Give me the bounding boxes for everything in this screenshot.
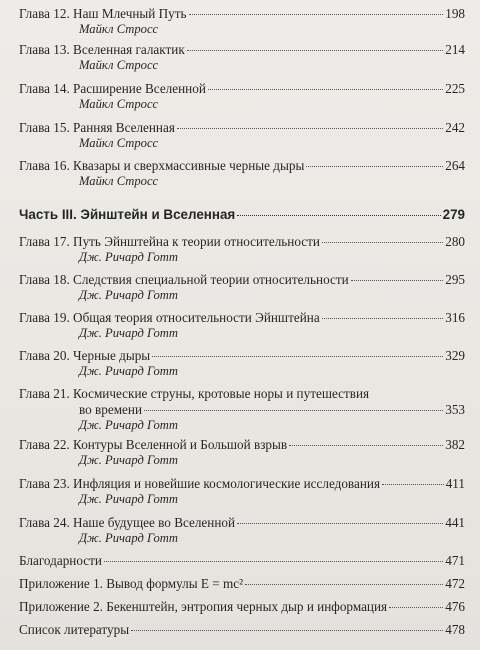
dot-leader bbox=[289, 445, 443, 446]
dot-leader bbox=[382, 484, 444, 485]
toc-entry-acknowledgements bbox=[19, 553, 465, 569]
toc-entry-chapter-23 bbox=[19, 476, 465, 507]
entry-page: 329 bbox=[445, 348, 465, 363]
entry-page: 214 bbox=[445, 42, 465, 57]
dot-leader bbox=[306, 166, 443, 167]
toc-entry-chapter-18 bbox=[19, 272, 465, 303]
dot-leader bbox=[237, 215, 440, 216]
entry-page: 353 bbox=[445, 402, 465, 417]
entry-title: Глава 18. Следствия специальной теории относительности bbox=[19, 272, 349, 287]
entry-title: Приложение 2. Бекенштейн, энтропия черных дыр и информация bbox=[19, 599, 388, 614]
entry-page: 411 bbox=[445, 476, 465, 491]
entry-page: 382 bbox=[445, 437, 465, 452]
entry-title: Глава 24. Наше будущее во Вселенной bbox=[19, 515, 236, 530]
toc-entry-chapter-13 bbox=[19, 42, 465, 73]
part-page: 279 bbox=[442, 207, 465, 222]
dot-leader bbox=[389, 607, 443, 608]
entry-page: 225 bbox=[445, 81, 465, 96]
entry-title-continuation: во времени bbox=[79, 402, 143, 417]
entry-author: Майкл Стросс bbox=[79, 22, 159, 36]
toc-entry-chapter-22 bbox=[19, 437, 465, 468]
entry-title: Глава 12. Наш Млечный Путь bbox=[19, 6, 187, 21]
entry-author: Дж. Ричард Готт bbox=[79, 250, 178, 264]
entry-title: Глава 21. Космические струны, кротовые норы и путешествия bbox=[19, 386, 370, 401]
toc-entry-chapter-12 bbox=[19, 6, 465, 37]
dot-leader bbox=[104, 561, 443, 562]
dot-leader bbox=[187, 50, 443, 51]
entry-page: 441 bbox=[445, 515, 465, 530]
entry-author: Дж. Ричард Готт bbox=[79, 364, 178, 378]
entry-title: Глава 17. Путь Эйнштейна к теории относительности bbox=[19, 234, 320, 249]
toc-entry-chapter-15 bbox=[19, 120, 465, 151]
entry-title: Глава 16. Квазары и сверхмассивные черные дыры bbox=[19, 158, 305, 173]
dot-leader bbox=[177, 128, 443, 129]
entry-title: Глава 15. Ранняя Вселенная bbox=[19, 120, 175, 135]
toc-entry-chapter-19 bbox=[19, 310, 465, 341]
entry-title: Список литературы bbox=[19, 622, 130, 637]
entry-author: Майкл Стросс bbox=[79, 136, 159, 150]
entry-page: 316 bbox=[445, 310, 465, 325]
entry-title: Глава 23. Инфляция и новейшие космологические исследования bbox=[19, 476, 381, 491]
entry-title: Приложение 1. Вывод формулы E = mc² bbox=[19, 576, 244, 591]
part-title: Часть III. Эйнштейн и Вселенная bbox=[19, 207, 236, 222]
entry-author: Дж. Ричард Готт bbox=[79, 418, 178, 432]
entry-page: 242 bbox=[445, 120, 465, 135]
entry-page: 295 bbox=[445, 272, 465, 287]
dot-leader bbox=[208, 89, 443, 90]
entry-title: Глава 14. Расширение Вселенной bbox=[19, 81, 206, 96]
toc-entry-bibliography bbox=[19, 622, 465, 638]
toc-entry-chapter-17 bbox=[19, 234, 465, 265]
entry-author: Дж. Ричард Готт bbox=[79, 492, 178, 506]
toc-entry-chapter-24 bbox=[19, 515, 465, 546]
entry-title: Глава 20. Черные дыры bbox=[19, 348, 151, 363]
entry-page: 264 bbox=[445, 158, 465, 173]
entry-page: 471 bbox=[445, 553, 465, 568]
entry-page: 476 bbox=[445, 599, 465, 614]
dot-leader bbox=[144, 410, 443, 411]
entry-title: Благодарности bbox=[19, 553, 102, 568]
toc-entry-chapter-20 bbox=[19, 348, 465, 379]
entry-author: Дж. Ричард Готт bbox=[79, 288, 178, 302]
entry-page: 472 bbox=[445, 576, 465, 591]
entry-title: Глава 19. Общая теория относительности Эйнштейна bbox=[19, 310, 320, 325]
dot-leader bbox=[152, 356, 443, 357]
toc-entry-appendix-1 bbox=[19, 576, 465, 592]
entry-author: Майкл Стросс bbox=[79, 58, 159, 72]
entry-page: 198 bbox=[445, 6, 465, 21]
entry-page: 478 bbox=[445, 622, 465, 637]
entry-author: Дж. Ричард Готт bbox=[79, 453, 178, 467]
dot-leader bbox=[131, 630, 443, 631]
entry-page: 280 bbox=[445, 234, 465, 249]
dot-leader bbox=[351, 280, 444, 281]
entry-title: Глава 13. Вселенная галактик bbox=[19, 42, 185, 57]
entry-title: Глава 22. Контуры Вселенной и Большой взрыв bbox=[19, 437, 288, 452]
toc-entry-appendix-2 bbox=[19, 599, 465, 615]
toc-entry-chapter-21 bbox=[19, 386, 465, 433]
dot-leader bbox=[237, 523, 443, 524]
entry-author: Дж. Ричард Готт bbox=[79, 531, 178, 545]
dot-leader bbox=[322, 318, 444, 319]
toc-entry-chapter-16 bbox=[19, 158, 465, 189]
entry-author: Майкл Стросс bbox=[79, 97, 159, 111]
dot-leader bbox=[245, 584, 443, 585]
dot-leader bbox=[322, 242, 443, 243]
toc-entry-chapter-14 bbox=[19, 81, 465, 112]
entry-author: Майкл Стросс bbox=[79, 174, 159, 188]
dot-leader bbox=[189, 14, 444, 15]
toc-entry-part-3 bbox=[19, 207, 465, 223]
entry-author: Дж. Ричард Готт bbox=[79, 326, 178, 340]
